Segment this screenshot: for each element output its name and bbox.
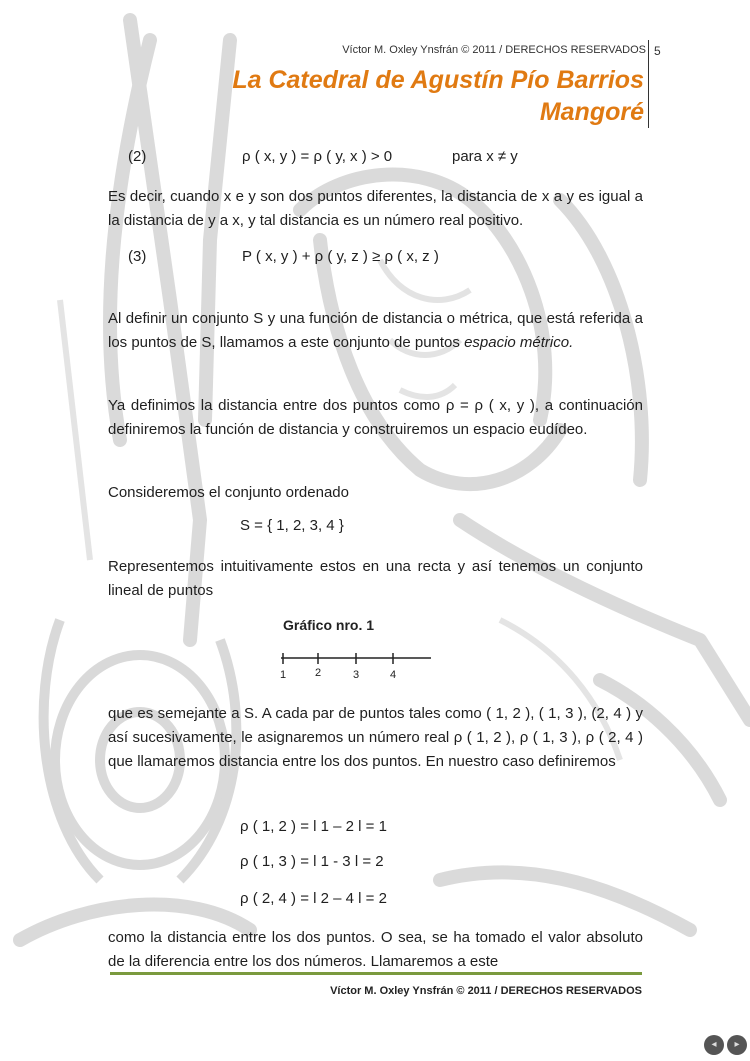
prev-page-icon[interactable]: ◂: [704, 1035, 724, 1055]
paragraph-5: Representemos intuitivamente estos en una recta y así tenemos un conjunto lineal de puntos: [108, 558, 643, 599]
footer-rule: [110, 972, 642, 975]
graph-title: Gráfico nro. 1: [283, 617, 375, 633]
paragraph-2-text: Al definir un conjunto S y una función de distancia o métrica, que está referida a los puntos de S, llamamos a este conjunto de puntos: [108, 310, 643, 351]
equation-2-formula: ρ ( x, y ) = ρ ( y, x ) > 0: [242, 148, 393, 165]
distance-equation-2: ρ ( 1, 3 ) = l 1 - 3 l = 2: [240, 853, 384, 870]
paragraph-2-italic-term: espacio métrico.: [464, 334, 574, 351]
tick-label-4: 4: [389, 669, 397, 681]
distance-equation-1: ρ ( 1, 2 ) = l 1 – 2 l = 1: [240, 818, 387, 835]
equation-3-formula: P ( x, y ) + ρ ( y, z ) ≥ ρ ( x, z ): [242, 248, 439, 265]
header-author-line: Víctor M. Oxley Ynsfrán © 2011 / DERECHOS RESERVADOS: [342, 44, 646, 56]
equation-2-condition: para x ≠ y: [452, 148, 518, 165]
equation-3-label: (3): [128, 248, 147, 265]
paragraph-3: Ya definimos la distancia entre dos puntos como ρ = ρ ( x, y ), a continuación definiremos la función de distancia y construiremos un espacio eudídeo.: [108, 397, 643, 438]
paragraph-2: [108, 307, 643, 355]
title-line-2: Mangoré: [539, 98, 644, 126]
page-number: 5: [654, 44, 661, 58]
paragraph-6: que es semejante a S. A cada par de puntos tales como ( 1, 2 ), ( 1, 3 ), (2, 4 ) y así sucesivamente, le asignaremos un número real ρ ( 1, 2 ), ρ ( 1, 3 ), ρ ( 2, 4 ) que llamaremos distancia entre los dos puntos. En nuestro caso definiremos: [108, 705, 643, 770]
tick-label-3: 3: [352, 669, 360, 681]
distance-equation-3: ρ ( 2, 4 ) = l 2 – 4 l = 2: [240, 890, 387, 907]
next-page-icon[interactable]: ▸: [727, 1035, 747, 1055]
paragraph-7: como la distancia entre los dos puntos. O sea, se ha tomado el valor absoluto de la diferencia entre los dos números. Llamaremos a este: [108, 929, 643, 970]
tick-label-2: 2: [314, 667, 322, 679]
equation-2-label: (2): [128, 148, 147, 165]
paragraph-1: Es decir, cuando x e y son dos puntos diferentes, la distancia de x a y es igual a la distancia de y a x, y tal distancia es un número real positivo.: [108, 188, 643, 229]
title-line-1: La Catedral de Agustín Pío Barrios: [232, 66, 644, 94]
number-line-graph: [276, 650, 436, 682]
set-definition: S = { 1, 2, 3, 4 }: [240, 517, 344, 534]
paragraph-4: Consideremos el conjunto ordenado: [108, 484, 349, 501]
tick-label-1: 1: [279, 669, 287, 681]
header-divider: [648, 40, 649, 128]
footer-text: Víctor M. Oxley Ynsfrán © 2011 / DERECHOS RESERVADOS: [330, 985, 642, 997]
document-title: [232, 64, 644, 128]
